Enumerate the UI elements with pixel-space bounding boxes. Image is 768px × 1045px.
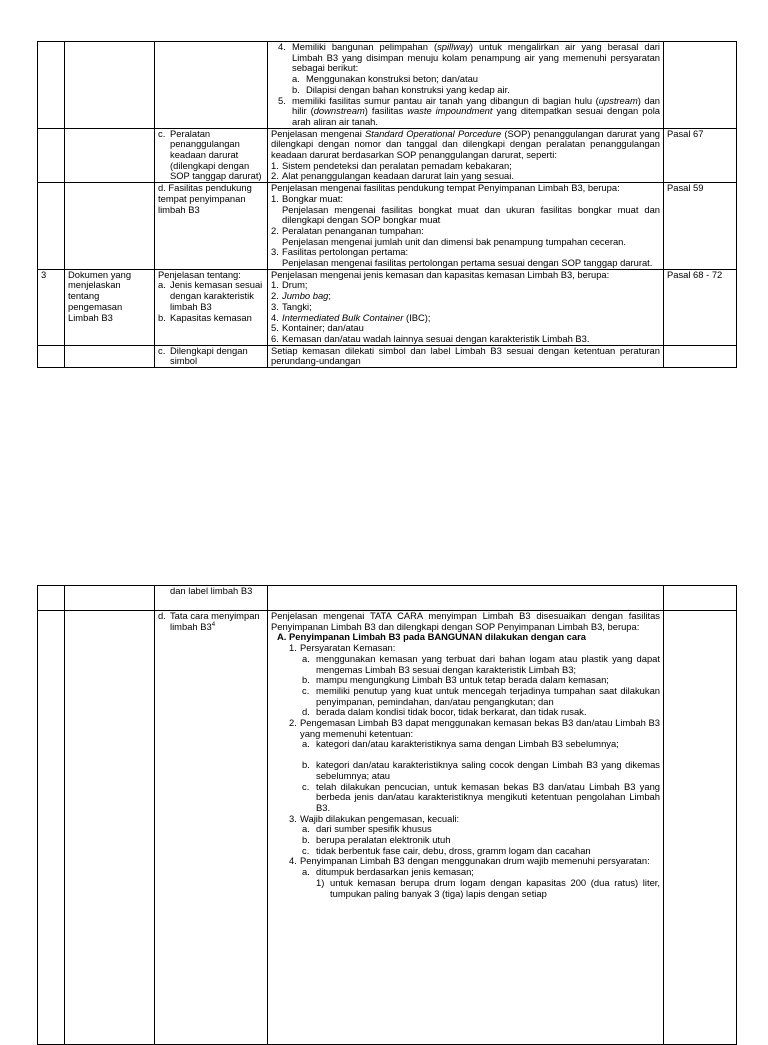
list-item: 1. Sistem pendeteksi dan peralatan pemadam kebakaran;: [271, 159, 512, 171]
list-item: 2. Alat penanggulangan keadaan darurat lain yang sesuai.: [271, 170, 514, 182]
cell-pasal: Pasal 68 - 72: [664, 269, 737, 345]
list-item: 5. Kontainer; dan/atau: [271, 322, 364, 334]
cell-pasal: [664, 586, 737, 611]
list-item: 1. Drum;: [271, 279, 308, 291]
list-item: 1. Persyaratan Kemasan:: [289, 642, 396, 654]
cell-no: [38, 586, 65, 611]
cell-description: [268, 42, 664, 129]
list-item: 4. Penyimpanan Limbah B3 dengan menggunakan drum wajib memenuhi persyaratan:: [289, 855, 650, 867]
cell-no: 3: [38, 269, 65, 345]
list-item: a. kategori dan/atau karakteristiknya sama dengan Limbah B3 sebelumnya;: [302, 738, 619, 750]
cell-pasal: [664, 611, 737, 1045]
list-item: a. menggunakan kemasan yang terbuat dari bahan logam atau plastik yang dapat mengemas Limbah B3 sesuai dengan karakteristik Limbah B3;: [302, 652, 660, 675]
list-item: d. berada dalam kondisi tidak bocor, tidak berkarat, dan tidak rusak.: [302, 706, 587, 718]
list-item: 2. Peralatan penanganan tumpahan: Penjelasan mengenai jumlah unit dan dimensi bak penampung tumpahan ceceran.: [271, 224, 626, 247]
list-item: a. dari sumber spesifik khusus: [302, 823, 432, 835]
table-row: [38, 269, 737, 345]
cell-description: [268, 586, 664, 611]
cell-document: [65, 611, 155, 1045]
table-row: [38, 128, 737, 183]
cell-pasal: Pasal 67: [664, 128, 737, 183]
list-item: 1) untuk kemasan berupa drum logam dengan kapasitas 200 (dua ratus) liter, tumpukan paling banyak 3 (tiga) lapis dengan setiap: [316, 876, 660, 899]
list-item: b. mampu mengungkung Limbah B3 untuk tetap berada dalam kemasan;: [302, 674, 609, 686]
cell-description: Penjelasan mengenai jenis kemasan dan kapasitas kemasan Limbah B3, berupa: 1. Drum; 2. Jumbo bag; 3. Tangki; 4. Intermediated Bulk Container (IBC); 5. Kontainer; dan/atau 6. Kemasan dan/atau wadah lainnya sesuai dengan karakteristik Limbah B3.: [268, 269, 664, 345]
list-item: b. berupa peralatan elektronik utuh: [302, 834, 451, 846]
cell-no: [38, 42, 65, 129]
list-item: b. Dilapisi dengan bahan konstruksi yang kedap air.: [292, 83, 510, 95]
list-item: 3. Fasilitas pertolongan pertama: Penjelasan mengenai fasilitas pertolongan pertama sesuai dengan SOP tanggap darurat.: [271, 246, 653, 269]
cell-aspect: c. Peralatan penanggulangan keadaan darurat (dilengkapi dengan SOP tanggap darurat): [155, 128, 268, 183]
cell-pasal: Pasal 59: [664, 183, 737, 270]
list-item: 2. Jumbo bag;: [271, 290, 331, 302]
cell-description: Setiap kemasan dilekati simbol dan label Limbah B3 sesuai dengan ketentuan peraturan perundang-undangan: [268, 345, 664, 367]
cell-description: Penjelasan mengenai TATA CARA menyimpan Limbah B3 disesuaikan dengan fasilitas Penyimpanan Limbah B3 dan dilengkapi dengan SOP Penyimpanan Limbah B3, berupa: A. Penyimpanan Limbah B3 pada BANGUNAN dilakukan dengan cara 1. Persyaratan Kemasan: a. menggunakan kemasan yang terbuat dari bahan logam atau plastik yang dapat mengemas Limbah B3 sesuai dengan karakteristik Limbah B3; b. mampu mengungkung Limbah B3 untuk tetap berada dalam kemasan; c. memiliki penutup yang kuat untuk mencegah terjadinya tumpahan saat dilakukan penyimpanan, pemindahan, dan/atau pengangkutan; dan d. berada dalam kondisi tidak bocor, tidak berkarat, dan tidak rusak. 2. Pengemasan Limbah B3 dapat menggunakan kemasan bekas B3 dan/atau Limbah B3 yang memenuhi ketentuan: a. kategori dan/atau karakteristiknya sama dengan Limbah B3 sebelumnya; b. kategori dan/atau karakteristiknya saling cocok dengan Limbah B3 yang dikemas sebelumnya; atau c. telah dilakukan pencucian, untuk kemasan bekas B3 dan/atau Limbah B3 yang berbeda jenis dan/atau karakteristiknya mengikuti ketentuan pengolahan Limbah B3. 3. Wajib dilakukan pengemasan, kecuali: a. dari sumber spesifik khusus b. berupa peralatan elektronik utuh c. tidak berbentuk fase cair, debu, dross, gramm logam dan cacahan 4. Penyimpanan Limbah B3 dengan menggunakan drum wajib memenuhi persyaratan: a. ditumpuk berdasarkan jenis kemasan; 1) untuk kemasan berupa drum logam dengan kapasitas 200 (dua ratus) liter, tumpukan paling banyak 3 (tiga) lapis dengan setiap: [268, 611, 664, 1045]
cell-pasal: [664, 345, 737, 367]
list-item: a. ditumpuk berdasarkan jenis kemasan;: [302, 866, 474, 878]
cell-document: Dokumen yang menjelaskan tentang pengemasan Limbah B3: [65, 269, 155, 345]
table-top: [37, 41, 737, 368]
section-heading: A. Penyimpanan Limbah B3 pada BANGUNAN dilakukan dengan cara: [277, 631, 586, 643]
cell-aspect: [155, 42, 268, 129]
cell-document: [65, 345, 155, 367]
list-item: c. tidak berbentuk fase cair, debu, dross, gramm logam dan cacahan: [302, 844, 591, 856]
cell-aspect: dan label limbah B3: [155, 586, 268, 611]
cell-pasal: [664, 42, 737, 129]
cell-no: [38, 128, 65, 183]
cell-aspect: d. Tata cara menyimpan limbah $B3^4$: [155, 611, 268, 1045]
list-item: c. memiliki penutup yang kuat untuk mencegah terjadinya tumpahan saat dilakukan penyimpanan, pemindahan, dan/atau pengangkutan; dan: [302, 684, 660, 707]
list-item: 1. Bongkar muat: Penjelasan mengenai fasilitas bongkat muat dan ukuran fasilitas bongkar muat dan dilengkapi dengan SOP bongkar muat: [271, 192, 660, 226]
table-bottom: [37, 585, 737, 1045]
table-row: [38, 345, 737, 367]
cell-document: [65, 42, 155, 129]
cell-aspect: c. Dilengkapi dengan simbol: [155, 345, 268, 367]
list-item: b. kategori dan/atau karakteristiknya saling cocok dengan Limbah B3 yang dikemas sebelumnya; atau: [302, 759, 660, 781]
cell-document: [65, 128, 155, 183]
list-item: 3. Tangki;: [271, 300, 312, 312]
list-item: c. telah dilakukan pencucian, untuk kemasan bekas B3 dan/atau Limbah B3 yang berbeda jenis dan/atau karakteristiknya mengikuti ketentuan pengolahan Limbah B3.: [302, 780, 660, 813]
cell-document: [65, 586, 155, 611]
cell-no: [38, 611, 65, 1045]
table-row: [38, 586, 737, 611]
cell-no: [38, 345, 65, 367]
list-item: 3. Wajib dilakukan pengemasan, kecuali:: [289, 812, 460, 824]
list-item: 4. Memiliki bangunan pelimpahan (spillway) untuk mengalirkan air yang berasal dari Limbah B3 yang disimpan menuju kolam penampung air yang memenuhi persyaratan sebagai berikut:: [278, 41, 660, 74]
cell-description: Penjelasan mengenai Standard Operational Porcedure (SOP) penanggulangan darurat yang dilengkapi dengan nomor dan tanggal dan dilengkapi dengan peralatan penanggulangan keadaan darurat berdasarkan SOP penanggulangan darurat, seperti: 1. Sistem pendeteksi dan peralatan pemadam kebakaran; 2. Alat penanggulangan keadaan darurat lain yang sesuai.: [268, 128, 664, 183]
table-row: [38, 183, 737, 270]
cell-description: Penjelasan mengenai fasilitas pendukung tempat Penyimpanan Limbah B3, berupa: 1. Bongkar muat: Penjelasan mengenai fasilitas bongkat muat dan ukuran fasilitas bongkar muat dan dilengkapi dengan SOP bongkar muat 2. Peralatan penanganan tumpahan: Penjelasan mengenai jumlah unit dan dimensi bak penampung tumpahan ceceran. 3. Fasilitas pertolongan pertama: Penjelasan mengenai fasilitas pertolongan pertama sesuai dengan SOP tanggap darurat.: [268, 183, 664, 270]
list-item: 4. Intermediated Bulk Container (IBC);: [271, 311, 431, 323]
table-row: [38, 611, 737, 1045]
cell-document: [65, 183, 155, 270]
cell-aspect: d. Fasilitas pendukung tempat penyimpanan limbah B3: [155, 183, 268, 270]
cell-aspect: Penjelasan tentang: a. Jenis kemasan sesuai dengan karakteristik limbah B3 b. Kapasitas kemasan: [155, 269, 268, 345]
list-item: 2. Pengemasan Limbah B3 dapat menggunakan kemasan bekas B3 dan/atau Limbah B3 yang memenuhi ketentuan:: [289, 717, 660, 739]
list-item: 5. memiliki fasilitas sumur pantau air tanah yang dibangun di bagian hulu (upstream) dan hilir (downstream) fasilitas waste impoundment yang ditempatkan sesuai dengan pola arah aliran air tanah.: [278, 94, 660, 127]
table-row: [38, 42, 737, 129]
list-item: a. Menggunakan konstruksi beton; dan/atau: [292, 73, 478, 85]
cell-no: [38, 183, 65, 270]
list-item: 6. Kemasan dan/atau wadah lainnya sesuai dengan karakteristik Limbah B3.: [271, 332, 590, 344]
